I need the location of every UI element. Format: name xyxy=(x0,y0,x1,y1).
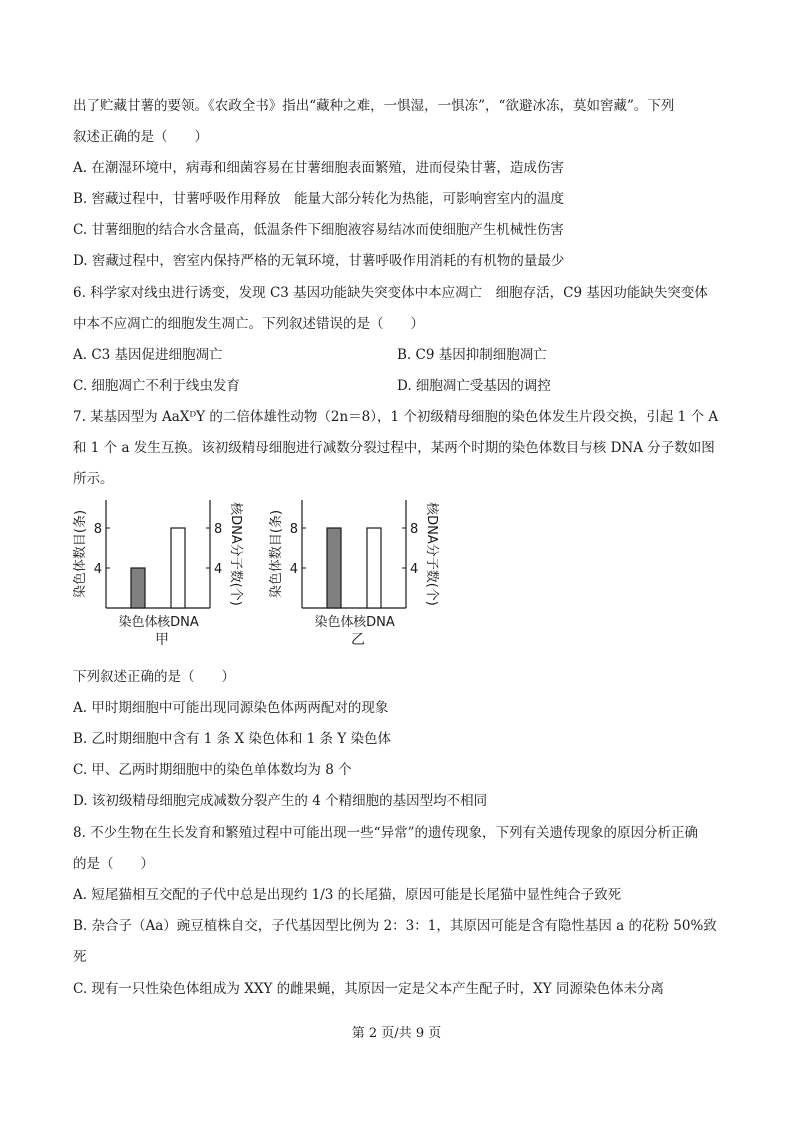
chart2-right-tick-label: 8 xyxy=(410,522,419,537)
q8-stem-line1: 8. 不少生物在生长发育和繁殖过程中可能出现一些“异常”的遗传现象，下列有关遗传现象的原因分析正确 xyxy=(73,825,698,841)
chart2-left-tick-label: 8 xyxy=(289,522,298,537)
q7-option-d: D. 该初级精母细胞完成减数分裂产生的 4 个精细胞的基因型均不相同 xyxy=(73,793,488,809)
chart1-category-label: 核DNA xyxy=(157,615,199,630)
q6-stem-line2: 中本不应凋亡的细胞发生凋亡。下列叙述错误的是（ ） xyxy=(73,316,424,332)
page-footer: 第 2 页/共 9 页 xyxy=(351,1026,442,1041)
chart2-right-tick-label: 4 xyxy=(410,562,419,577)
q7-option-b: B. 乙时期细胞中含有 1 条 X 染色体和 1 条 Y 染色体 xyxy=(73,731,392,747)
chart2-category-label: 核DNA xyxy=(353,615,395,630)
q7-question: 下列叙述正确的是（ ） xyxy=(73,669,235,685)
chart1-right-axis-label: 核DNA分子数(个) xyxy=(228,502,243,606)
chart2-right-axis-label: 核DNA分子数(个) xyxy=(424,502,439,606)
q7-stem-line1: 7. 某基因型为 AaXᴰY 的二倍体雄性动物（2n＝8），1 个初级精母细胞的染色体发生片段交换，引起 1 个 A xyxy=(73,409,719,425)
q6-option-d: D. 细胞凋亡受基因的调控 xyxy=(397,378,551,394)
chart2-category-label: 染色体 xyxy=(314,615,354,630)
chart2-bar-1 xyxy=(327,528,341,608)
q7-stem-line2: 和 1 个 a 发生互换。该初级精母细胞进行减数分裂过程中，某两个时期的染色体数目与核 DNA 分子数如图 xyxy=(73,440,715,456)
chart2-panel-label: 乙 xyxy=(351,632,365,648)
chart1-right-tick-label: 4 xyxy=(214,562,223,577)
q5-option-c: C. 甘薯细胞的结合水含量高，低温条件下细胞液容易结冰而使细胞产生机械性伤害 xyxy=(73,222,564,238)
chart1-panel-label: 甲 xyxy=(155,632,169,648)
q6-option-c: C. 细胞凋亡不利于线虫发育 xyxy=(73,378,240,394)
q7-figure xyxy=(70,500,439,660)
chart1-left-tick-label: 8 xyxy=(93,522,102,537)
q5-option-a: A. 在潮湿环境中，病毒和细菌容易在甘薯细胞表面繁殖，进而侵染甘薯，造成伤害 xyxy=(73,160,564,176)
chart1-left-axis-label: 染色体数目(条) xyxy=(73,509,88,599)
q5-stem-line1: 出了贮藏甘薯的要领。《农政全书》指出“藏种之难，一惧湿，一惧冻”，“欲避冰冻，莫如窖藏”。下列 xyxy=(73,98,675,114)
q5-option-b: B. 窖藏过程中，甘薯呼吸作用释放 能量大部分转化为热能，可影响窖室内的温度 xyxy=(73,191,565,207)
q6-option-a: A. C3 基因促进细胞凋亡 xyxy=(73,347,223,363)
chart1-bar-1 xyxy=(131,568,145,608)
chart1-right-tick-label: 8 xyxy=(214,522,223,537)
q5-option-d: D. 窖藏过程中，窖室内保持严格的无氧环境，甘薯呼吸作用消耗的有机物的量最少 xyxy=(73,253,565,269)
q8-option-b-line2: 死 xyxy=(73,949,87,965)
q6-option-b: B. C9 基因抑制细胞凋亡 xyxy=(397,347,547,363)
q8-option-b-line1: B. 杂合子（Aa）豌豆植株自交，子代基因型比例为 2：3：1，其原因可能是含有隐性基因 a 的花粉 50%致 xyxy=(73,918,717,934)
q6-stem-line1: 6. 科学家对线虫进行诱变，发现 C3 基因功能缺失突变体中本应凋亡 细胞存活，C9 基因功能缺失突变体 xyxy=(73,285,708,301)
chart1-bar-2 xyxy=(171,528,185,608)
q8-stem-line2: 的是（ ） xyxy=(73,856,154,872)
chart1-left-tick-label: 4 xyxy=(93,562,102,577)
q7-option-a: A. 甲时期细胞中可能出现同源染色体两两配对的现象 xyxy=(73,700,389,716)
q7-stem-line3: 所示。 xyxy=(73,471,114,487)
chart1-category-label: 染色体 xyxy=(118,615,158,630)
q8-option-a: A. 短尾猫相互交配的子代中总是出现约 1/3 的长尾猫，原因可能是长尾猫中显性纯合子致死 xyxy=(73,887,622,903)
chart2-left-tick-label: 4 xyxy=(289,562,298,577)
q5-stem-line2: 叙述正确的是（ ） xyxy=(73,129,208,145)
q7-option-c: C. 甲、乙两时期细胞中的染色单体数均为 8 个 xyxy=(73,762,352,778)
chart2-left-axis-label: 染色体数目(条) xyxy=(269,509,284,599)
q8-option-c: C. 现有一只性染色体组成为 XXY 的雌果蝇，其原因一定是父本产生配子时，XY 同源染色体未分离 xyxy=(73,981,664,997)
chart2-bar-2 xyxy=(367,528,381,608)
